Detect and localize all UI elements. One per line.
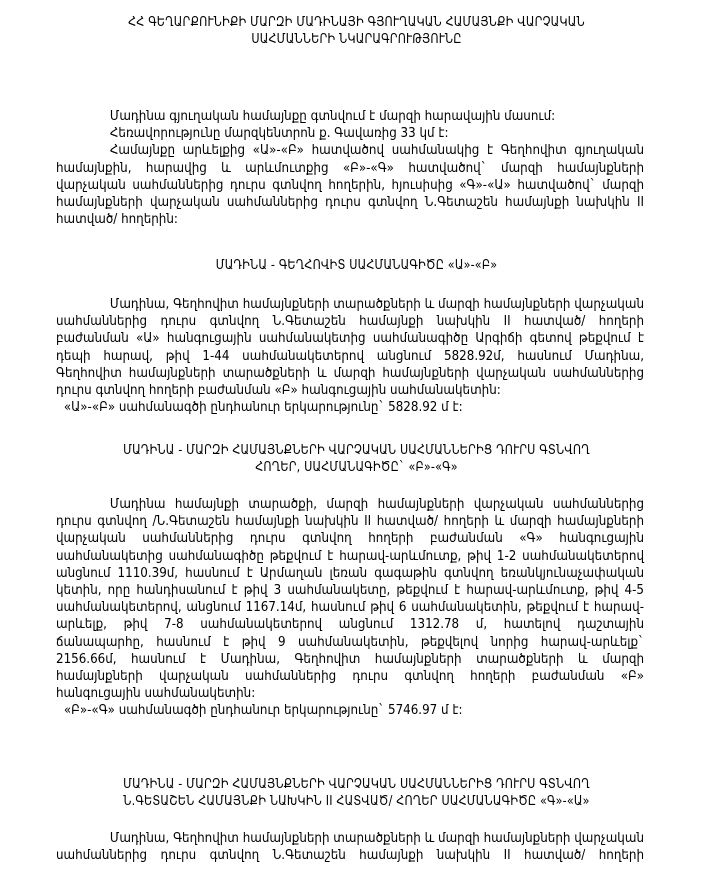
section-line: դուրս գտնվող /Ն.Գետաշեն համայնքի նախկին II հատված/ հողերի և մարզի համայնքների: [56, 513, 644, 530]
section-line: Գեղհովիտ համայնքների տարածքների և մարզի համայնքների վարչական սահմաններից: [56, 364, 644, 381]
section-line: բաժանման «Ա» հանգուցային սահմանակետից սահմանագիծը Արգիճի գետով թեքվում է: [56, 330, 644, 347]
section-line: դուրս գտնվող հողերի բաժանման «Բ» հանգուցային սահմանակետին:: [56, 382, 501, 399]
section-line: Մադինա, Գեղհովիտ համայնքների տարածքների և մարզի համայնքների վարչական: [109, 296, 644, 312]
document-title-line-1: ՀՀ ԳԵՂԱՐՔՈՒՆԻՔԻ ՄԱՐԶԻ ՄԱԴԻՆԱՅԻ ԳՅՈՒՂԱԿԱՆ ՀԱՄԱՅՆՔԻ ՎԱՐՉԱԿԱՆ: [128, 14, 585, 30]
section-line: 2156.66մ, հասնում է Մադինա, Գեղհովիտ համայնքների տարածքների և մարզի: [56, 650, 644, 667]
section-line: վարչական սահմաններից դուրս գտնվող հողերի բաժանման «Գ» հանգուցային: [56, 530, 644, 547]
intro-line: համայնքների վարչական սահմաններից դուրս գտնվող Ն.Գետաշեն համայնքի նախկին II: [56, 194, 644, 211]
intro-line: համայնքին, հարավից և արևմուտքից «Բ»-«Գ» հատվածով` մարզի համայնքների: [56, 159, 644, 176]
intro-paragraph: [56, 108, 644, 228]
intro-line: հատված/ հողերին:: [56, 211, 178, 228]
section-3-heading: [29, 776, 685, 810]
section-2-heading: [29, 442, 685, 476]
section-heading-line: ՄԱԴԻՆԱ - ԳԵՂՀՈՎԻՏ ՍԱՀՄԱՆԱԳԻԾԸ «Ա»-«Բ»: [215, 257, 498, 273]
section-total-length: «Բ»-«Գ» սահմանագծի ընդհանուր երկարությունը` 5746.97 մ է:: [63, 702, 463, 719]
section-heading-line: ՄԱԴԻՆԱ - ՄԱՐԶԻ ՀԱՄԱՅՆՔՆԵՐԻ ՎԱՐՉԱԿԱՆ ՍԱՀՄԱՆՆԵՐԻՑ ԴՈՒՐՍ ԳՏՆՎՈՂ: [123, 442, 590, 458]
section-line: կետին, որը հանդիսանում է թիվ 3 սահմանակետը, թեքվում է հարավ-արևմուտք, թիվ 4-5: [56, 582, 644, 599]
section-total-length: «Ա»-«Բ» սահմանագծի ընդհանուր երկարությունը` 5828.92 մ է:: [63, 399, 463, 416]
section-heading-line: Ն.ԳԵՏԱՇԵՆ ՀԱՄԱՅՆՔԻ ՆԱԽԿԻՆ II ՀԱՏՎԱԾ/ ՀՈՂԵՐ ՍԱՀՄԱՆԱԳԻԾԸ «Գ»-«Ա»: [123, 793, 590, 809]
section-2-paragraph: [56, 496, 644, 720]
section-1-paragraph: [56, 296, 644, 416]
section-line: Մադինա, Գեղհովիտ համայնքների տարածքների և մարզի համայնքների վարչական: [109, 830, 644, 846]
document-title-line-2: ՍԱՀՄԱՆՆԵՐԻ ՆԿԱՐԱԳՐՈՒԹՅՈՒՆԸ: [251, 31, 462, 47]
section-line: հանգուցային սահմանակետին:: [56, 685, 256, 702]
section-3-paragraph: [56, 830, 644, 864]
section-line: սահմանակետից սահմանագիծը թեքվում է հարավ-արևմուտք, թիվ 1-2 սահմանակետերով: [56, 547, 644, 564]
section-line: սահմաններից դուրս գտնվող Ն.Գետաշեն համայնքի նախկին II հատված/ հողերի: [56, 847, 644, 864]
section-line: ճանապարհը, հասնում է թիվ 9 սահմանակետին, թեքվելով նորից հարավ-արևելք`: [56, 633, 644, 650]
section-line: դեպի հարավ, թիվ 1-44 սահմանակետերով անցնում 5828.92մ, հասնում Մադինա,: [56, 347, 644, 364]
section-line: Մադինա համայնքի տարածքի, մարզի համայնքների վարչական սահմաններից: [109, 496, 644, 512]
section-heading-line: ՀՈՂԵՐ, ՍԱՀՄԱՆԱԳԻԾԸ` «Բ»-«Գ»: [255, 459, 458, 475]
document-title: [29, 14, 685, 48]
section-line: սահմանակետերով, անցնում 1167.14մ, հասնում թիվ 6 սահմանակետին, թեքվում է հարավ-: [56, 599, 644, 616]
intro-line: Հեռավորությունը մարզկենտրոն ք. Գավառից 33 կմ է:: [109, 125, 449, 142]
section-1-heading: [29, 257, 685, 274]
intro-line: Մադինա գյուղական համայնքը գտնվում է մարզի հարավային մասում:: [109, 108, 556, 124]
section-heading-line: ՄԱԴԻՆԱ - ՄԱՐԶԻ ՀԱՄԱՅՆՔՆԵՐԻ ՎԱՐՉԱԿԱՆ ՍԱՀՄԱՆՆԵՐԻՑ ԴՈՒՐՍ ԳՏՆՎՈՂ: [123, 776, 590, 792]
section-line: անցնում 1110.39մ, հասնում է Արմաղան լեռան գագաթին գտնվող եռանկյունաչափական: [56, 564, 644, 581]
section-line: համայնքների վարչական սահմաններից դուրս գտնվող հողերի բաժանման «Բ»: [56, 668, 644, 685]
intro-line: Համայնքը արևելքից «Ա»-«Բ» հատվածով սահմանակից է Գեղհովիտ գյուղական: [109, 142, 644, 159]
section-line: սահմաններից դուրս գտնվող Ն.Գետաշեն համայնքի նախկին II հատված/ հողերի: [56, 313, 644, 330]
section-line: արևելք, թիվ 7-8 սահմանակետերով անցնում 1312.78 մ, հատելով դաշտային: [56, 616, 644, 633]
intro-line: վարչական սահմաններից դուրս գտնվող հողերին, հյուսիսից «Գ»-«Ա» հատվածով` մարզի: [56, 176, 644, 193]
